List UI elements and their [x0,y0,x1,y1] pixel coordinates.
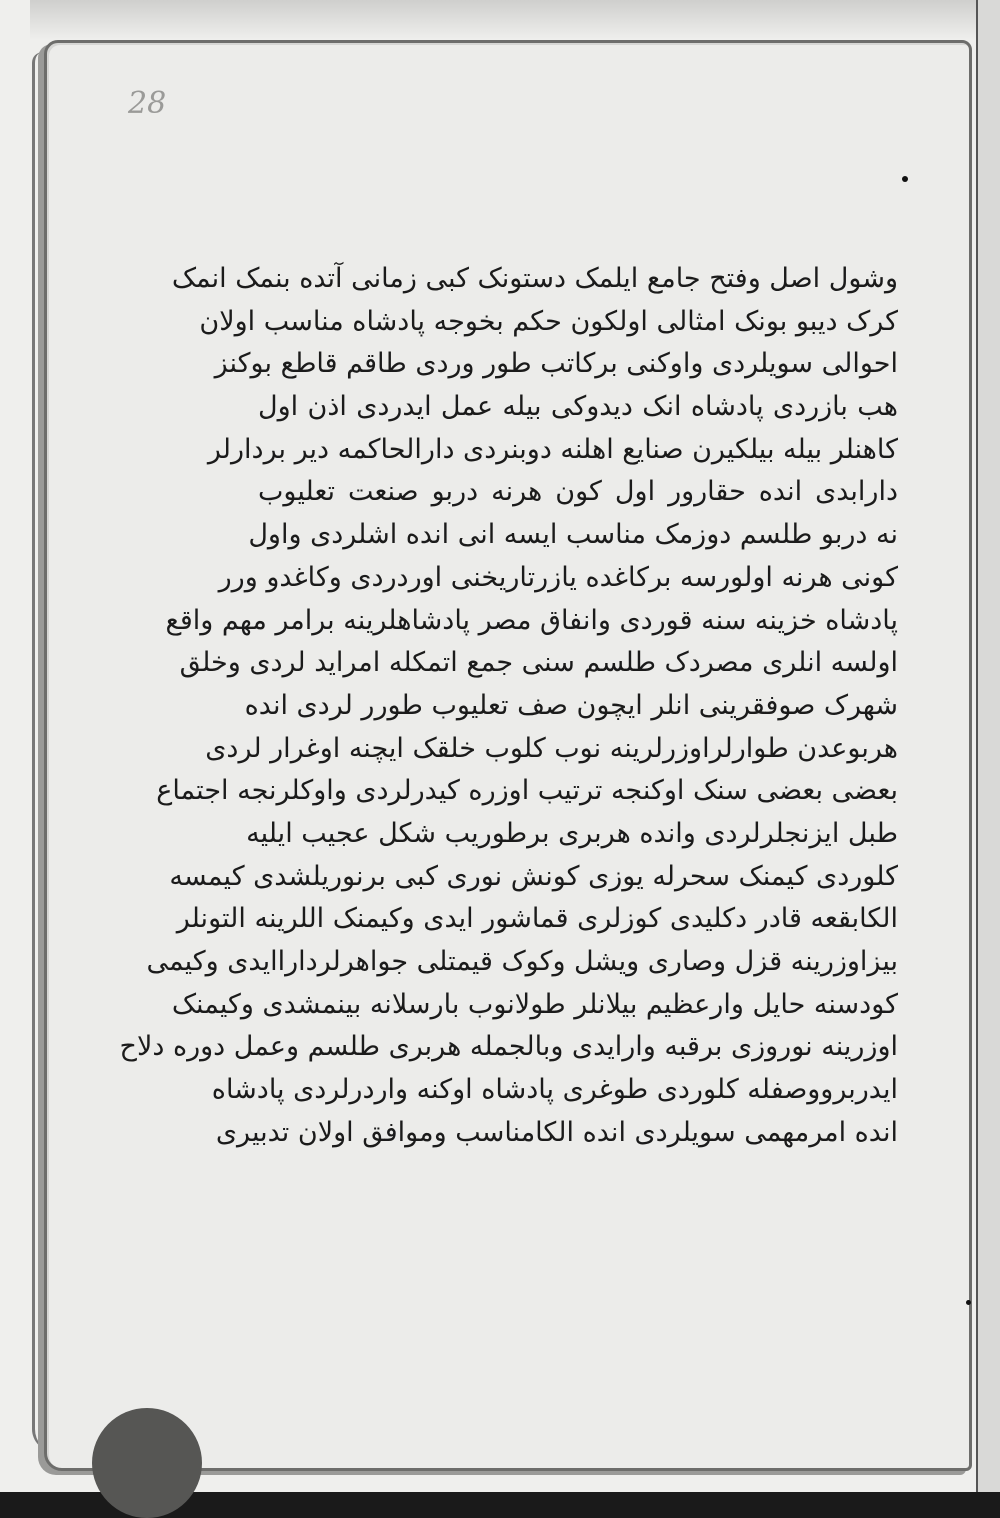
text-line: طبل ایزنجلرلردی وانده هربری برطوریب شکل عجیب ایلیه [246,817,898,849]
page-top-shadow [30,0,1000,40]
text-line: ایدربرووصفله کلوردی طوغری پادشاه اوکنه واردرلردی پادشاه [211,1074,898,1106]
text-line: بعضی بعضی سنک اوکنجه ترتیب اوزره کیدرلردی واوکلرنجه اجتماع [156,775,898,807]
text-line: احوالی سویلردی واوکنی برکاتب طور وردی طاقم قاطع بوکنز [214,348,898,380]
manuscript-text-block [119,258,898,1338]
text-line: اولسه انلری مصردک طلسم سنی جمع اتمکله امراید لردی وخلق [179,647,898,679]
scanner-thumb-shadow [92,1408,202,1518]
text-line: نه دربو طلسم دوزمک مناسب ایسه انی انده اشلردی واول [248,519,898,551]
folio-number: 28 [128,86,167,121]
text-line: کرک دیبو بونک امثالی اولکون حکم بخوجه پادشاه مناسب اولان [199,305,898,337]
text-line: کلوردی کیمنک سحرله یوزی کونش نوری کبی برنوریلشدی کیمسه [169,860,898,892]
text-line: پادشاه خزینه سنه قوردی وانفاق مصر پادشاهلرینه برامر مهم واقع [165,604,898,636]
text-line: وشول اصل وفتح جامع ایلمک دستونک کبی زمانی آتده بنمک انمک [171,263,898,294]
text-line: شهرک صوفقرینی انلر ایچون صف تعلیوب طورر لردی انده [244,689,898,721]
text-line: کاهنلر بیله بیلکیرن صنایع اهلنه دوبنردی دارالحاکمه دیر بردارلر [207,433,898,465]
text-line: هب بازردی پادشاه انک دیدوکی بیله عمل ایدردی اذن اول [258,391,898,423]
text-line: کودسنه حایل وارعظیم بیلانلر طولانوب بارسلانه بینمشدی وکیمنک [171,988,898,1020]
text-line: الکابقعه قادر دکلیدی کوزلری قماشور ایدی وکیمنک اللرینه التونلر [176,903,898,935]
text-line: کونی هرنه اولورسه برکاغده یازرتاریخنی اوردردی وکاغدو ورر [218,561,898,593]
ink-dot [966,1300,971,1305]
text-line: دارابدی انده حقارور اول کون هرنه دربو صنعت تعلیوب [258,476,898,508]
text-line: بیزاوزرینه قزل وصاری ویشل وکوک قیمتلی جواهرلرداراایدی وکیمی [146,946,898,977]
adjacent-page-edge [976,0,1000,1492]
text-line: هربوعدن طوارلراوزرلرینه نوب کلوب خلقک ایچنه اوغرار لردی [205,732,898,764]
ink-dot [902,176,908,182]
text-line: انده امرمهمی سویلردی انده الکامناسب وموافق اولان تدبیری [215,1116,898,1148]
text-line: اوزرینه نوروزی برقبه وارایدی وبالجمله هربری طلسم وعمل دوره دلاح [119,1031,898,1063]
